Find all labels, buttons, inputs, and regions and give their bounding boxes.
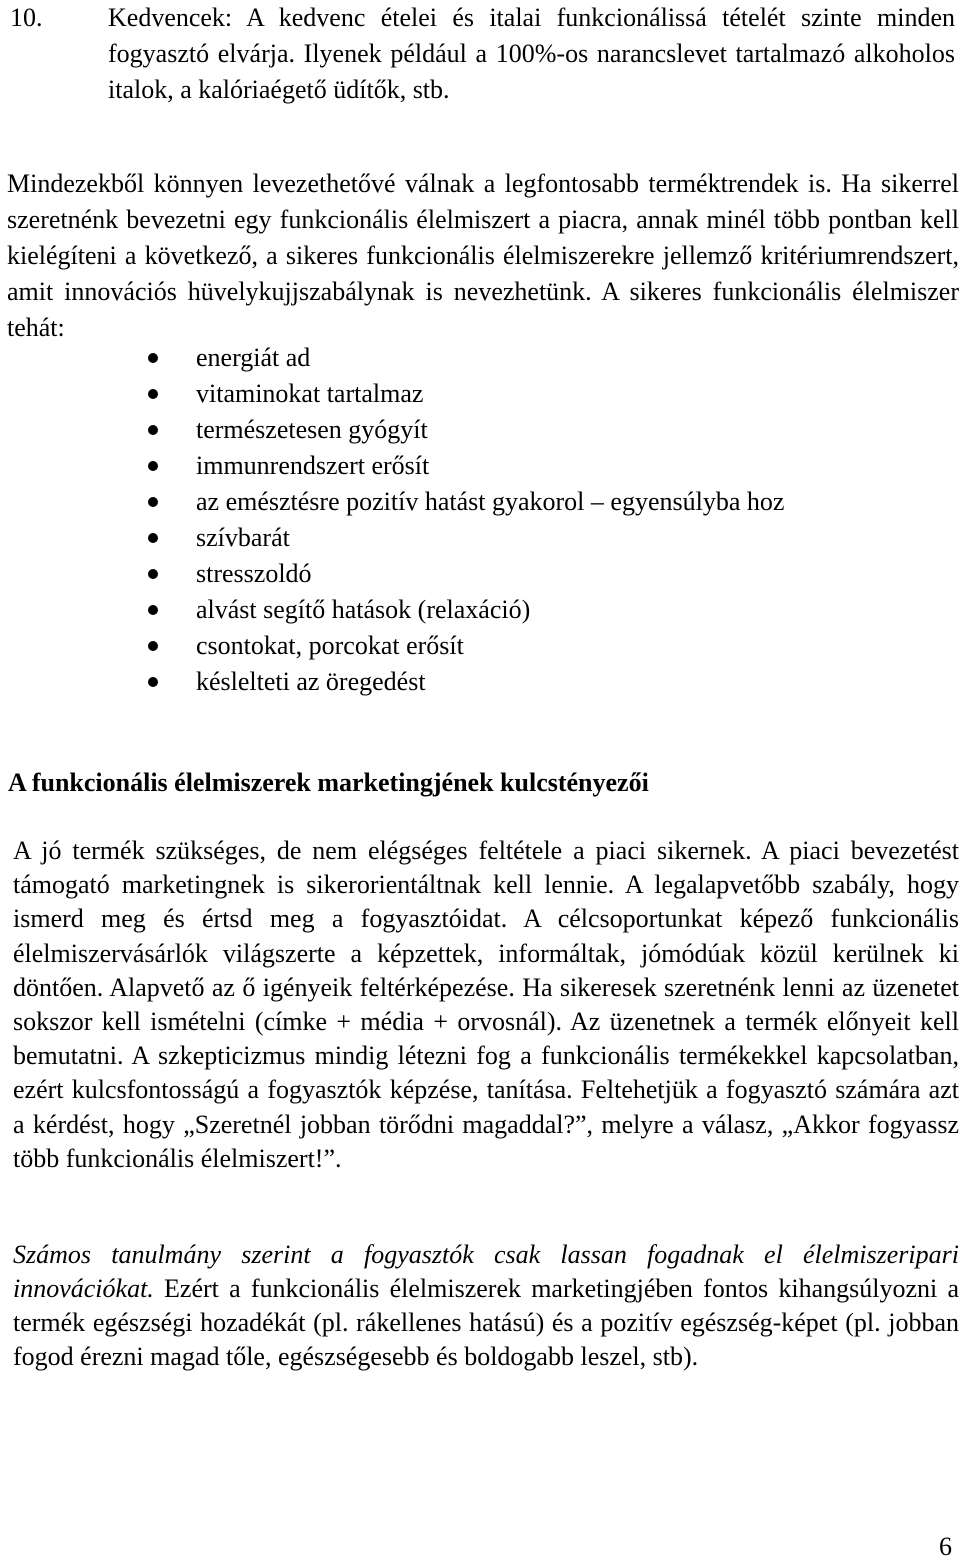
criteria-item: csontokat, porcokat erősít <box>0 628 784 664</box>
paragraph-innovation <box>13 1238 959 1374</box>
bullet-icon <box>148 569 158 579</box>
paragraph-marketing: A jó termék szükséges, de nem elégséges feltétele a piaci sikernek. A piaci bevezetést támogató marketingnek is sikerorientáltnak kell lennie. A legalapvetőbb szabály, hogy ismerd meg és értsd meg a fogyasztóidat. A célcsoportunkat képező funkcionális élelmiszervásárlók világszerte a képzettek, informáltak, jómódúak közül kerülnek ki döntően. Alapvető az ő igényeik feltérképezése. Ha sikeresek szeretnénk lenni az üzenetet sokszor kell ismételni (címke + média + orvosnál). Az üzenetnek a termék előnyeit kell bemutatni. A szkepticizmus mindig létezni fog a funkcionális termékekkel kapcsolatban, ezért kulcsfontosságú a fogyasztók képzése, tanítása. Feltehetjük a fogyasztó számára azt a kérdést, hogy „Szeretnél jobban törődni magaddal?”, melyre a válasz, „Akkor fogyassz több funkcionális élelmiszert!”. <box>13 836 959 1173</box>
paragraph-trends: Mindezekből könnyen levezethetővé válnak a legfontosabb terméktrendek is. Ha sikerrel szeretnénk bevezetni egy funkcionális élelmiszert a piacra, annak minél több pontban kell kielégíteni a következő, a sikeres funkcionális élelmiszerekre jellemző kritériumrendszert, amit innovációs hüvelykujjszabálynak is nevezhetünk. A sikeres funkcionális élelmiszer tehát: <box>7 169 959 342</box>
list-item-number: 10. <box>10 3 43 32</box>
bullet-icon <box>148 353 158 363</box>
criteria-item: az emésztésre pozitív hatást gyakorol – egyensúlyba hoz <box>0 484 784 520</box>
criteria-item: immunrendszert erősít <box>0 448 784 484</box>
bullet-icon <box>148 641 158 651</box>
criteria-item: szívbarát <box>0 520 784 556</box>
bullet-icon <box>148 677 158 687</box>
bullet-icon <box>148 425 158 435</box>
bullet-icon <box>148 389 158 399</box>
bullet-icon <box>148 497 158 507</box>
criteria-list <box>0 340 784 700</box>
section-heading: A funkcionális élelmiszerek marketingjének kulcstényezői <box>8 768 649 797</box>
criteria-item: stresszoldó <box>0 556 784 592</box>
criteria-item: alvást segítő hatások (relaxáció) <box>0 592 784 628</box>
italic-sentence: Számos tanulmány szerint a fogyasztók csak lassan fogadnak el élelmiszeripari innovációkat. <box>13 1240 959 1303</box>
bullet-icon <box>148 461 158 471</box>
page-number: 6 <box>939 1532 952 1561</box>
list-item-10 <box>10 0 955 108</box>
criteria-item: energiát ad <box>0 340 784 376</box>
paragraph-rest: Ezért a funkcionális élelmiszerek marketingjében fontos kihangsúlyozni a termék egészségi hozadékát (pl. rákellenes hatású) és a pozitív egészség-képet (pl. jobban fogod érezni magad tőle, egészségesebb és boldogabb leszel, stb). <box>13 1274 959 1371</box>
list-item-text: Kedvencek: A kedvenc ételei és italai funkcionálissá tételét szinte minden fogyasztó elvárja. Ilyenek például a 100%-os narancslevet tartalmazó alkoholos italok, a kalóriaégető üdítők, stb. <box>108 3 955 104</box>
bullet-icon <box>148 605 158 615</box>
criteria-item: vitaminokat tartalmaz <box>0 376 784 412</box>
criteria-item: természetesen gyógyít <box>0 412 784 448</box>
criteria-item: késlelteti az öregedést <box>0 664 784 700</box>
bullet-icon <box>148 533 158 543</box>
